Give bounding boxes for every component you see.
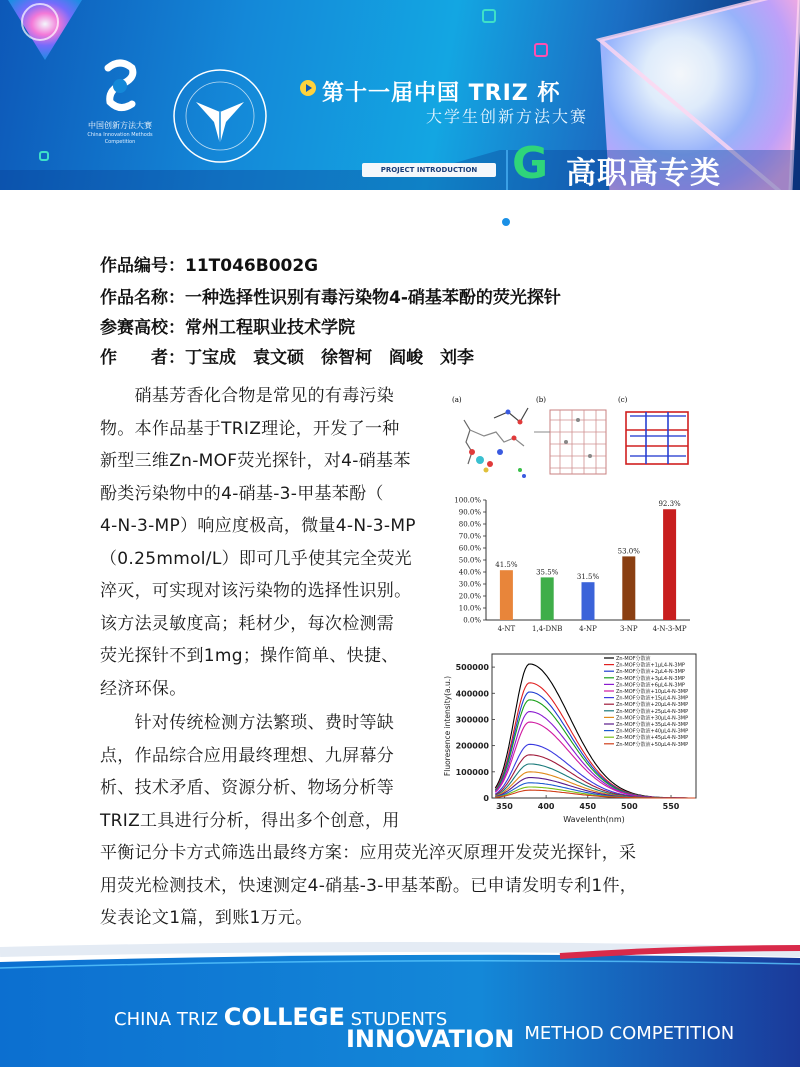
line-y-tick-label: 0: [483, 794, 489, 803]
text-line: 经济环保。: [100, 678, 187, 699]
legend-label: Zn-MOF分散液+30μL4-N-3MP: [616, 715, 689, 722]
school-value: 常州工程职业技术学院: [185, 318, 355, 338]
body-paragraph-2: [100, 707, 430, 837]
legend-label: Zn-MOF分散液+20μL4-N-3MP: [616, 702, 689, 709]
text-line: 4-N-3-MP）响应度极高，微量4-N-3-MP: [100, 516, 416, 536]
bar-value-label: 92.3%: [658, 500, 681, 509]
bar-y-tick-label: 10.0%: [458, 604, 481, 613]
legend-label: Zn-MOF分散液+15μL4-N-3MP: [616, 695, 689, 702]
project-id-row: [100, 251, 318, 276]
text-line: 硝基芳香化合物是常见的有毒污染: [100, 386, 395, 406]
legend-label: Zn-MOF分散液: [616, 656, 651, 662]
footer-word-students: STUDENTS: [350, 1009, 448, 1030]
bar-y-tick-label: 0.0%: [463, 616, 481, 625]
authors-label: 作 者：: [100, 348, 185, 368]
line-y-tick-label: 200000: [455, 741, 489, 751]
legend-label: Zn-MOF分散液+35μL4-N-3MP: [616, 722, 689, 728]
text-line: （0.25mmol/L）即可几乎使其完全荧光: [100, 548, 412, 569]
bar-value-label: 31.5%: [576, 573, 600, 582]
structure-label-c: (c): [618, 396, 628, 404]
legend-label: Zn-MOF分散液+1μL4-N-3MP: [616, 662, 685, 669]
bar-y-tick-label: 60.0%: [458, 544, 481, 553]
bar-3-NP: [622, 556, 635, 620]
footer-word-innovation: INNOVATION: [346, 1025, 515, 1053]
bar-1,4-DNB: [541, 577, 554, 620]
molecule-drawing: [464, 408, 528, 478]
project-name-value: 一种选择性识别有毒污染物4-硝基苯酚的荧光探针: [185, 288, 561, 308]
header-banner: [0, 0, 800, 190]
text-line: 发表论文1篇，到账1万元。: [100, 908, 313, 928]
text-line: TRIZ工具进行分析，得出多个创意，用: [100, 810, 400, 831]
legend-label: Zn-MOF分散液+40μL4-N-3MP: [616, 728, 689, 735]
text-line: 平衡记分卡方式筛选出最终方案：应用荧光淬灭原理开发荧光探针，采: [100, 843, 637, 863]
bar-y-tick-label: 70.0%: [458, 532, 481, 541]
text-line: 酚类污染物中的4-硝基-3-甲基苯酚（: [100, 483, 384, 504]
category-letter: G: [512, 138, 549, 189]
text-line: 新型三维Zn-MOF荧光探针，对4-硝基苯: [100, 451, 411, 471]
bar-4-N-3-MP: [663, 509, 676, 620]
legend-label: Zn-MOF分散液+50μL4-N-3MP: [616, 741, 689, 748]
line-x-tick-label: 500: [621, 802, 638, 811]
category-divider: [506, 150, 508, 190]
structure-label-a: (a): [452, 396, 462, 404]
bar-y-tick-label: 90.0%: [458, 508, 481, 517]
logo-cimc-en: China Innovation Methods Competition: [87, 132, 153, 145]
competition-subtitle: 大学生创新方法大赛: [426, 107, 589, 126]
footer-word-method-competition: METHOD COMPETITION: [524, 1023, 735, 1044]
text-line: 该方法灵敏度高；耗材少，每次检测需: [100, 613, 395, 634]
text-line: 淬灭，可实现对该污染物的选择性识别。: [100, 581, 412, 601]
authors-value: 丁宝成 袁文硕 徐智柯 阎峻 刘李: [185, 348, 474, 368]
bar-category-label: 4-NP: [579, 625, 597, 633]
competition-title-wrap: [296, 76, 560, 107]
project-name-row: [100, 283, 561, 308]
bar-value-label: 35.5%: [536, 568, 559, 577]
school-label: 参赛高校：: [100, 318, 185, 338]
bar-value-label: 41.5%: [495, 561, 518, 570]
bar-y-tick-label: 30.0%: [458, 580, 481, 589]
bar-4-NT: [500, 570, 513, 620]
text-line: 用荧光检测技术，快速测定4-硝基-3-甲基苯酚。已申请发明专利1件，: [100, 875, 638, 896]
bar-category-label: 4-NT: [497, 625, 516, 633]
body-paragraph-1: [100, 380, 430, 705]
bar-category-label: 1,4-DNB: [532, 625, 563, 633]
footer-word-college: COLLEGE: [223, 1003, 345, 1031]
project-id-value: 11T046B002G: [185, 256, 319, 276]
project-introduction-tag: PROJECT INTRODUCTION: [362, 163, 496, 177]
line-x-tick-label: 350: [496, 802, 513, 811]
bar-value-label: 53.0%: [617, 547, 640, 556]
legend-label: Zn-MOF分散液+3μL4-N-3MP: [616, 675, 685, 682]
authors-row: [100, 343, 474, 368]
framework-grid-drawing: [626, 412, 688, 464]
line-x-tick-label: 400: [537, 802, 555, 811]
bar-y-tick-label: 100.0%: [454, 496, 481, 505]
text-line: 点，作品综合应用最终理想、九屏幕分: [100, 745, 395, 766]
lattice-drawing: [534, 410, 606, 474]
legend-label: Zn-MOF分散液+45μL4-N-3MP: [616, 735, 689, 742]
line-y-tick-label: 500000: [455, 663, 489, 673]
line-y-tick-label: 300000: [455, 715, 489, 725]
cimc-logo-icon: [100, 58, 140, 114]
legend-label: Zn-MOF分散液+2μL4-N-3MP: [616, 669, 685, 676]
line-y-tick-label: 100000: [455, 767, 489, 777]
bar-y-tick-label: 20.0%: [458, 592, 481, 601]
line-y-tick-label: 400000: [455, 689, 489, 699]
footer-line-2: [346, 1025, 734, 1053]
triz-cup-logo-icon: [170, 66, 270, 166]
bar-category-label: 3-NP: [619, 625, 638, 633]
school-row: [100, 313, 355, 338]
project-id-label: 作品编号：: [100, 256, 185, 276]
quenching-bar-chart: [446, 490, 696, 640]
fluorescence-spectrum-chart: [440, 648, 702, 836]
bar-y-tick-label: 80.0%: [458, 520, 481, 529]
legend-label: Zn-MOF分散液+6μL4-N-3MP: [616, 682, 685, 689]
line-x-tick-label: 450: [579, 802, 597, 811]
logo-cimc-name: 中国创新方法大赛: [88, 121, 152, 130]
structure-label-b: (b): [536, 396, 546, 404]
project-name-label: 作品名称：: [100, 288, 185, 308]
category-dot: [502, 218, 510, 226]
text-line: 荧光探针不到1mg；操作简单、快捷、: [100, 646, 399, 666]
text-line: 物。本作品基于TRIZ理论，开发了一种: [100, 418, 400, 439]
crystal-structure-figure: [450, 390, 696, 486]
bar-4-NP: [582, 582, 595, 620]
bar-y-tick-label: 50.0%: [458, 556, 481, 565]
legend-label: Zn-MOF分散液+10μL4-N-3MP: [616, 689, 689, 695]
text-line: 针对传统检测方法繁琐、费时等缺: [100, 713, 395, 733]
line-y-axis-label: Fluoresence intensity(a.u.): [443, 675, 452, 777]
line-x-axis-label: Wavelenth(nm): [563, 815, 625, 824]
text-line: 析、技术矛盾、资源分析、物场分析等: [100, 778, 395, 798]
competition-title: 第十一届中国 TRIZ 杯: [322, 81, 561, 106]
footer-word-china-triz: CHINA TRIZ: [114, 1009, 219, 1030]
body-paragraph-3: [100, 837, 700, 935]
legend-label: Zn-MOF分散液+25μL4-N-3MP: [616, 708, 689, 715]
category-name: 高职高专类: [566, 156, 721, 190]
bar-category-label: 4-N-3-MP: [652, 625, 687, 633]
line-x-tick-label: 550: [662, 802, 680, 811]
bar-y-tick-label: 40.0%: [458, 568, 481, 577]
